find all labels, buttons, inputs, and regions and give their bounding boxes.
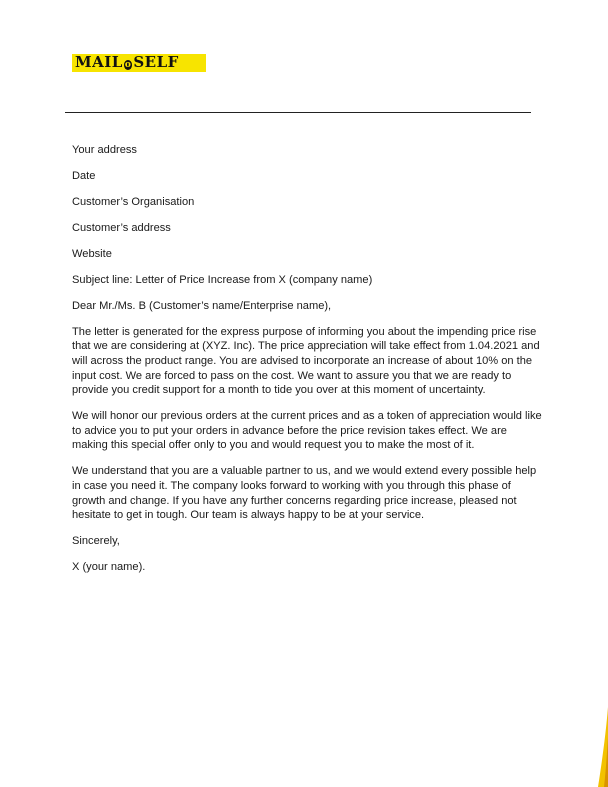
- mailself-logo: [72, 54, 206, 72]
- sender-address: Your address: [72, 144, 137, 156]
- paragraph-2: We will honor our previous orders at the current prices and as a token of appreciation would like to advice you to put your orders in advance before the price revision takes effect. We are making this special offer only to you and would request you to make the most of it.: [72, 410, 542, 452]
- letter-body: [72, 143, 542, 586]
- letter-date: Date: [72, 169, 96, 182]
- logo-text: MAIL o SELF: [75, 52, 179, 71]
- customer-address: Customer’s address: [72, 221, 171, 234]
- closing: Sincerely,: [72, 535, 120, 548]
- corner-decoration: [568, 707, 608, 787]
- website: Website: [72, 247, 112, 260]
- paragraph-3: We understand that you are a valuable partner to us, and we would extend every possible help in case you need it. The company looks forward to working with you through this phase of growth and change. If you have any further concerns regarding price increase, pleased not hesitate to get in tough. Our team is always happy to be at your service.: [72, 465, 537, 522]
- signature: X (your name).: [72, 561, 146, 574]
- customer-organisation: Customer’s Organisation: [72, 195, 195, 208]
- paragraph-1: The letter is generated for the express purpose of informing you about the impending price rise that we are considering at (XYZ. Inc). The price appreciation will take effect from 1.04.2021 and will across the product range. You are advised to incorporate an increase of about 10% on the input cost. We are forced to pass on the cost. We want to assure you that we are ready to provide you credit support for a month to tide you over at this moment of uncertainty.: [72, 325, 540, 397]
- header-divider: [65, 112, 531, 113]
- salutation: Dear Mr./Ms. B (Customer’s name/Enterprise name),: [72, 299, 332, 312]
- subject-line: Subject line: Letter of Price Increase from X (company name): [72, 273, 373, 286]
